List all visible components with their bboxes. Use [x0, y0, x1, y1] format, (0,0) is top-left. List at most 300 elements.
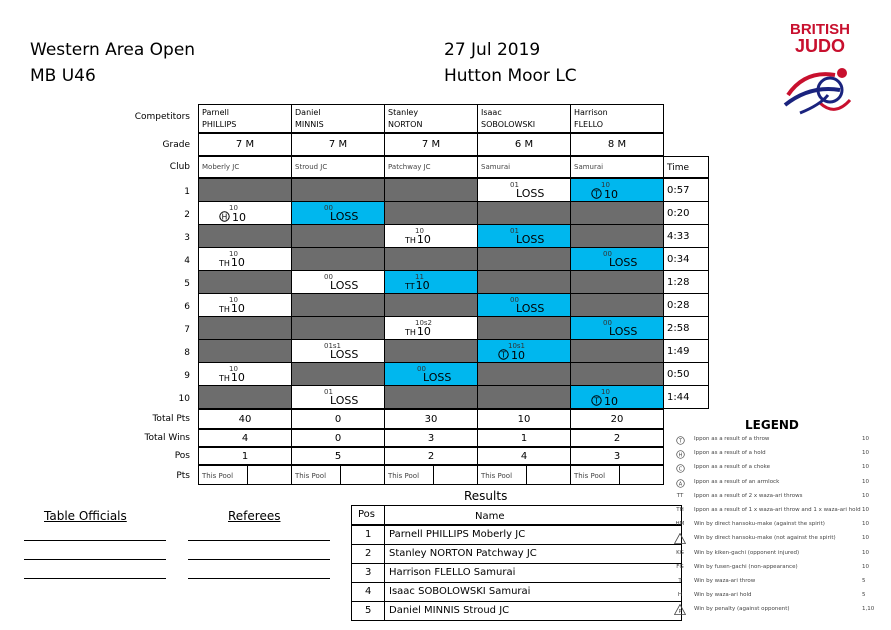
legend-points: 10 — [862, 478, 869, 485]
svg-text:C: C — [678, 466, 682, 473]
throw-circle-icon — [498, 349, 509, 360]
competitor-name-cell[interactable] — [198, 104, 292, 133]
pool-pts-label: This Pool — [295, 472, 327, 480]
results-name-value: Harrison FLELLO Samurai — [389, 567, 516, 578]
legend-description: Win by penalty (against opponent) — [694, 606, 790, 613]
competitor-last-name: NORTON — [388, 120, 423, 129]
results-pos-value: 5 — [365, 605, 372, 616]
fight-score-cell[interactable] — [198, 293, 292, 317]
score-code: TH — [405, 236, 416, 245]
fight-score-cell — [384, 339, 478, 363]
time-header — [663, 156, 709, 178]
fight-score-cell — [291, 224, 385, 248]
score-result — [498, 349, 525, 362]
fight-score-cell[interactable] — [291, 201, 385, 225]
pool-pts-label: This Pool — [574, 472, 606, 480]
competitor-last-name: FLELLO — [574, 120, 604, 129]
referee-line[interactable] — [188, 559, 330, 560]
score-result — [219, 303, 245, 316]
fight-number: 3 — [184, 233, 190, 243]
score-value: 10 — [230, 371, 245, 384]
total-wins-cell: 0 — [291, 429, 385, 447]
legend-code — [672, 533, 688, 546]
fight-score-cell — [570, 201, 664, 225]
fight-time-cell[interactable] — [663, 362, 709, 386]
results-name-value: Parnell PHILLIPS Moberly JC — [389, 529, 526, 540]
score-value: LOSS — [330, 210, 359, 223]
fight-time: 0:50 — [667, 369, 690, 380]
legend-code: KG — [676, 549, 684, 556]
legend-points: 10 — [862, 563, 869, 570]
fight-score-cell — [570, 270, 664, 294]
british-judo-logo — [780, 22, 860, 122]
legend-circle-icon — [676, 464, 685, 473]
fight-score-cell — [570, 362, 664, 386]
legend-points: 10 — [862, 464, 869, 471]
total-wins-cell: 4 — [198, 429, 292, 447]
fight-score-cell — [198, 270, 292, 294]
competitor-name-cell[interactable] — [570, 104, 664, 133]
club-name: Samurai — [481, 163, 511, 171]
legend-points: 5 — [862, 592, 866, 599]
competitor-name-cell[interactable] — [384, 104, 478, 133]
score-result — [405, 280, 430, 293]
competitor-first-name: Stanley — [388, 108, 419, 117]
referee-line[interactable] — [188, 540, 330, 541]
results-row-pos — [351, 544, 385, 564]
legend-points: 10 — [862, 436, 869, 442]
score-code: TH — [219, 305, 230, 314]
legend-description: Ippon as a result of 1 x waza-ari throw and 1 x waza-ari hold — [694, 507, 861, 513]
results-row-name — [384, 582, 682, 602]
score-detail: 10 — [229, 365, 238, 373]
score-result — [330, 211, 358, 223]
score-result — [591, 395, 618, 408]
score-result — [330, 349, 358, 361]
legend-description: Ippon as a result of a throw — [694, 436, 770, 442]
fight-score-cell — [291, 316, 385, 340]
fight-score-cell — [477, 316, 571, 340]
score-value: 10 — [511, 349, 525, 362]
pool-pts-divider — [247, 466, 248, 484]
fight-score-cell — [570, 339, 664, 363]
fight-score-cell[interactable] — [477, 339, 571, 363]
legend-code: TH — [676, 507, 684, 513]
results-pos-header — [351, 505, 385, 525]
score-result — [219, 257, 245, 270]
score-result — [405, 234, 431, 247]
results-name-header-label: Name — [475, 511, 505, 522]
legend-description: Win by direct hansoku-make (against the spirit) — [694, 521, 825, 528]
score-value: LOSS — [423, 371, 452, 384]
club-name: Moberly JC — [202, 163, 240, 171]
score-value: 10 — [416, 233, 431, 246]
score-detail: 01 — [324, 388, 333, 396]
official-line[interactable] — [24, 578, 166, 579]
fight-number: 4 — [184, 256, 190, 266]
score-detail: 10 — [601, 181, 610, 189]
fight-number: 1 — [184, 187, 190, 197]
fight-score-cell — [291, 362, 385, 386]
total-pts-cell: 0 — [291, 409, 385, 429]
judoka-emblem-icon — [780, 55, 860, 120]
score-code: TH — [219, 374, 230, 383]
score-value: 10 — [416, 325, 431, 338]
results-row-name — [384, 601, 682, 621]
competitor-first-name: Parnell — [202, 108, 229, 117]
results-name-value: Isaac SOBOLOWSKI Samurai — [389, 586, 531, 597]
competitor-first-name: Harrison — [574, 108, 608, 117]
pool-pts-cell — [198, 465, 292, 485]
row-label-total_pts: Total Pts — [152, 414, 190, 424]
fight-score-cell — [477, 385, 571, 409]
fight-score-cell — [198, 224, 292, 248]
pos-cell: 5 — [291, 447, 385, 465]
legend-description: Win by fusen-gachi (non-appearance) — [694, 563, 798, 570]
club-cell — [570, 156, 664, 178]
results-row-pos — [351, 563, 385, 583]
fight-time: 0:20 — [667, 208, 690, 219]
fight-score-cell — [384, 293, 478, 317]
competitor-last-name: PHILLIPS — [202, 120, 237, 129]
logo-line1: BRITISH — [790, 21, 850, 38]
event-venue: Hutton Moor LC — [444, 66, 577, 86]
fight-time: 1:28 — [667, 277, 690, 288]
competitor-first-name: Isaac — [481, 108, 502, 117]
score-value: LOSS — [330, 394, 359, 407]
fight-score-cell[interactable] — [384, 362, 478, 386]
score-value: LOSS — [330, 279, 359, 292]
club-cell — [477, 156, 571, 178]
row-label-competitors: Competitors — [134, 112, 190, 122]
grade-cell: 7 M — [198, 133, 292, 156]
results-row-name — [384, 525, 682, 545]
fight-score-cell[interactable] — [291, 270, 385, 294]
fight-time-cell[interactable] — [663, 247, 709, 271]
fight-score-cell — [477, 270, 571, 294]
competitor-name-cell[interactable] — [477, 104, 571, 133]
score-detail: 00 — [603, 319, 612, 327]
pool-pts-divider — [433, 466, 434, 484]
fight-score-cell[interactable] — [477, 224, 571, 248]
legend-code — [672, 450, 688, 461]
pool-pts-divider — [526, 466, 527, 484]
time-header-label: Time — [667, 163, 690, 173]
score-detail: 10 — [229, 250, 238, 258]
fight-score-cell[interactable] — [198, 201, 292, 225]
fight-score-cell[interactable] — [570, 316, 664, 340]
fight-time-cell[interactable] — [663, 316, 709, 340]
legend-code: H — [677, 592, 683, 599]
fight-time: 0:57 — [667, 185, 690, 196]
results-title: Results — [464, 489, 508, 503]
score-value: 10 — [415, 279, 430, 292]
fight-score-cell — [477, 362, 571, 386]
total-wins-cell: 1 — [477, 429, 571, 447]
fight-number: 10 — [178, 394, 190, 404]
fight-score-cell — [291, 178, 385, 202]
fight-number: 5 — [184, 279, 190, 289]
fight-score-cell[interactable] — [291, 339, 385, 363]
fight-score-cell — [384, 178, 478, 202]
fight-score-cell[interactable] — [198, 247, 292, 271]
table-officials-label: Table Officials — [44, 509, 127, 523]
score-value: 10 — [604, 395, 618, 408]
score-result — [423, 372, 451, 384]
fight-time: 4:33 — [667, 231, 690, 242]
legend-description: Win by waza-ari throw — [694, 578, 756, 584]
row-label-club: Club — [169, 162, 190, 172]
fight-time-cell[interactable] — [663, 385, 709, 409]
score-detail: 00 — [324, 273, 333, 281]
fight-score-cell[interactable] — [570, 178, 664, 202]
fight-score-cell[interactable] — [477, 293, 571, 317]
pos-cell: 1 — [198, 447, 292, 465]
score-value: 10 — [230, 302, 245, 315]
score-detail: 00 — [510, 296, 519, 304]
referees-label: Referees — [228, 509, 281, 523]
legend-circle-icon — [676, 436, 685, 445]
row-label-total_wins: Total Wins — [144, 433, 190, 443]
score-value: LOSS — [609, 325, 638, 338]
legend-points: 10 — [862, 450, 869, 457]
legend-code — [672, 436, 688, 447]
svg-text:H: H — [221, 212, 228, 222]
competitor-last-name: SOBOLOWSKI — [481, 120, 536, 129]
throw-circle-icon — [591, 188, 602, 199]
club-cell — [198, 156, 292, 178]
competitor-first-name: Daniel — [295, 108, 321, 117]
fight-score-cell — [570, 224, 664, 248]
legend-points: 1,10 — [862, 606, 875, 613]
legend-code: FG — [676, 563, 684, 570]
score-value: LOSS — [516, 302, 545, 315]
legend-description: Ippon as a result of a hold — [694, 450, 766, 457]
club-name: Samurai — [574, 163, 604, 171]
score-code: TT — [405, 282, 415, 291]
svg-text:A: A — [678, 481, 682, 488]
score-value: LOSS — [516, 233, 545, 246]
grade-cell: 8 M — [570, 133, 664, 156]
legend-points: 10 — [862, 535, 869, 542]
fight-time-cell[interactable] — [663, 339, 709, 363]
legend-description: Win by kiken-gachi (opponent injured) — [694, 549, 800, 556]
fight-score-cell — [477, 247, 571, 271]
svg-text:T: T — [678, 438, 682, 445]
official-line[interactable] — [24, 540, 166, 541]
event-date: 27 Jul 2019 — [444, 40, 541, 60]
score-value: LOSS — [609, 256, 638, 269]
results-row-pos — [351, 582, 385, 602]
score-detail: 11 — [415, 273, 424, 281]
row-label-pos: Pos — [174, 451, 190, 461]
results-pos-value: 4 — [365, 586, 372, 597]
fight-score-cell[interactable] — [384, 270, 478, 294]
club-cell — [384, 156, 478, 178]
results-row-name — [384, 544, 682, 564]
fight-score-cell[interactable] — [384, 224, 478, 248]
legend-code: T — [678, 578, 682, 584]
score-code: TH — [405, 328, 416, 337]
grade-cell: 7 M — [291, 133, 385, 156]
results-row-pos — [351, 525, 385, 545]
results-name-value: Stanley NORTON Patchway JC — [389, 548, 537, 559]
fight-score-cell[interactable] — [291, 385, 385, 409]
pos-cell: 4 — [477, 447, 571, 465]
fight-score-cell — [198, 316, 292, 340]
score-result — [330, 395, 358, 407]
legend-circle-icon — [676, 479, 685, 488]
fight-score-cell — [198, 385, 292, 409]
pool-pts-divider — [340, 466, 341, 484]
legend-description: Win by direct hansoku-make (not against the spirit) — [694, 535, 836, 542]
fight-score-cell — [198, 178, 292, 202]
legend-description: Ippon as a result of a choke — [694, 464, 771, 471]
score-detail: 00 — [417, 365, 426, 373]
score-detail: 01s1 — [324, 342, 342, 350]
fight-number: 6 — [184, 302, 190, 312]
referee-line[interactable] — [188, 578, 330, 579]
competitor-name-cell[interactable] — [291, 104, 385, 133]
row-label-grade: Grade — [162, 140, 190, 150]
results-row-pos — [351, 601, 385, 621]
legend-points: 10 — [862, 507, 869, 513]
legend-points: 5 — [862, 578, 866, 584]
official-line[interactable] — [24, 559, 166, 560]
pool-pts-label: This Pool — [388, 472, 420, 480]
legend-code — [672, 479, 688, 490]
grade-cell: 7 M — [384, 133, 478, 156]
results-pos-header-label: Pos — [358, 509, 376, 520]
results-row-name — [384, 563, 682, 583]
fight-score-cell — [291, 247, 385, 271]
club-name: Patchway JC — [388, 163, 431, 171]
fight-score-cell[interactable] — [570, 247, 664, 271]
score-detail: 00 — [324, 204, 333, 212]
score-value: LOSS — [330, 348, 359, 361]
legend-circle-icon — [676, 450, 685, 459]
pool-pts-cell — [477, 465, 571, 485]
svg-text:T: T — [594, 189, 599, 199]
fight-score-cell[interactable] — [198, 362, 292, 386]
pool-pts-cell — [291, 465, 385, 485]
fight-time: 0:28 — [667, 300, 690, 311]
fight-time: 1:44 — [667, 392, 690, 403]
fight-score-cell — [570, 293, 664, 317]
fight-time: 2:58 — [667, 323, 690, 334]
throw-circle-icon — [591, 395, 602, 406]
results-pos-value: 2 — [365, 548, 372, 559]
legend-points: 10 — [862, 549, 869, 556]
legend-code — [672, 604, 688, 617]
grade-cell: 6 M — [477, 133, 571, 156]
score-result — [516, 303, 544, 315]
fight-time: 1:49 — [667, 346, 690, 357]
score-result — [219, 372, 245, 385]
fight-time-cell[interactable] — [663, 293, 709, 317]
fight-score-cell — [291, 293, 385, 317]
score-result — [405, 326, 431, 339]
score-value: 10 — [232, 211, 246, 224]
pos-cell: 2 — [384, 447, 478, 465]
event-category: MB U46 — [30, 66, 96, 86]
fight-time: 0:34 — [667, 254, 690, 265]
fight-time-cell[interactable] — [663, 270, 709, 294]
legend-code: TT — [676, 492, 684, 499]
pool-pts-cell — [570, 465, 664, 485]
fight-number: 8 — [184, 348, 190, 358]
score-result — [516, 234, 544, 246]
pool-pts-divider — [619, 466, 620, 484]
total-pts-cell: 20 — [570, 409, 664, 429]
total-wins-cell: 2 — [570, 429, 664, 447]
score-detail: 00 — [603, 250, 612, 258]
score-detail: 01 — [510, 181, 519, 189]
fight-number: 9 — [184, 371, 190, 381]
results-name-header — [384, 505, 682, 525]
score-detail: 10s2 — [415, 319, 433, 327]
legend-code — [672, 464, 688, 475]
score-result — [219, 211, 246, 224]
svg-text:H: H — [678, 452, 682, 459]
svg-text:T: T — [594, 396, 599, 406]
score-value: 10 — [230, 256, 245, 269]
total-pts-cell: 30 — [384, 409, 478, 429]
svg-text:P: P — [678, 609, 682, 616]
fight-time-cell[interactable] — [663, 224, 709, 248]
score-result — [591, 188, 618, 201]
pool-pts-label: This Pool — [202, 472, 234, 480]
total-pts-cell: 40 — [198, 409, 292, 429]
legend-title: LEGEND — [745, 418, 799, 432]
total-wins-cell: 3 — [384, 429, 478, 447]
warning-triangle-icon — [674, 533, 686, 544]
total-pts-cell: 10 — [477, 409, 571, 429]
club-cell — [291, 156, 385, 178]
legend-description: Ippon as a result of an armlock — [694, 478, 780, 485]
score-detail: 10 — [229, 296, 238, 304]
fight-score-cell[interactable] — [384, 316, 478, 340]
fight-number: 7 — [184, 325, 190, 335]
fight-time-cell[interactable] — [663, 178, 709, 202]
score-detail: 01 — [510, 227, 519, 235]
results-pos-value: 1 — [365, 529, 372, 540]
fight-score-cell[interactable] — [477, 178, 571, 202]
score-detail: 10 — [229, 204, 238, 212]
logo-line2: JUDO — [794, 36, 845, 56]
score-code: TH — [219, 259, 230, 268]
fight-time-cell[interactable] — [663, 201, 709, 225]
score-result — [609, 326, 637, 338]
score-detail: 10s1 — [508, 342, 526, 350]
results-pos-value: 3 — [365, 567, 372, 578]
club-name: Stroud JC — [295, 163, 328, 171]
score-result — [516, 188, 544, 200]
score-result — [609, 257, 637, 269]
legend-points: 10 — [862, 492, 869, 499]
score-detail: 10 — [415, 227, 424, 235]
legend-code: HM — [675, 521, 685, 528]
pool-pts-label: This Pool — [481, 472, 513, 480]
score-value: LOSS — [516, 187, 545, 200]
score-value: 10 — [604, 188, 618, 201]
fight-score-cell — [198, 339, 292, 363]
pos-cell: 3 — [570, 447, 664, 465]
fight-score-cell[interactable] — [570, 385, 664, 409]
fight-score-cell — [384, 247, 478, 271]
event-title: Western Area Open — [30, 40, 196, 60]
pool-pts-cell — [384, 465, 478, 485]
